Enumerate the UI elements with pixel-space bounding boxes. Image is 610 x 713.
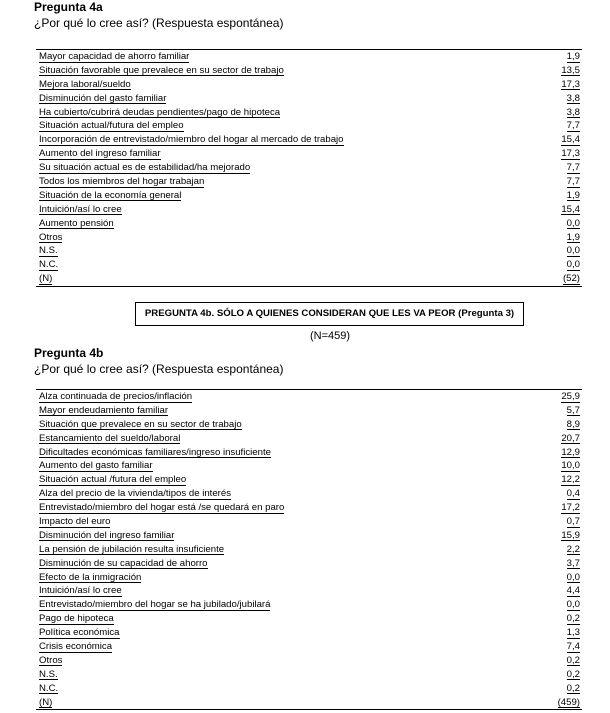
row-label: Mayor endeudamiento familiar [39, 404, 169, 416]
table-row [36, 612, 582, 626]
table-row [36, 696, 582, 710]
table-row [36, 515, 582, 529]
table-row [36, 571, 582, 585]
row-value: 0,4 [566, 488, 580, 500]
row-value: 7,4 [566, 641, 580, 653]
row-label: N.S. [39, 668, 58, 680]
row-value: 13,5 [561, 64, 580, 76]
row-label: Aumento pensión [39, 217, 114, 229]
row-value: 7,7 [566, 120, 580, 132]
row-value: 0,2 [566, 682, 580, 694]
row-value: 1,9 [566, 189, 580, 201]
table-row [36, 390, 582, 404]
table-row [36, 106, 582, 120]
section-a-title: Pregunta 4a [34, 0, 103, 14]
table-row [36, 258, 582, 272]
row-value: 25,9 [561, 391, 580, 402]
table-row [36, 272, 582, 286]
row-label: Entrevistado/miembro del hogar se ha jubilado/jubilará [39, 599, 271, 611]
section-b-title: Pregunta 4b [34, 346, 104, 360]
table-row [36, 543, 582, 557]
table-row [36, 473, 582, 487]
table-row [36, 598, 582, 612]
row-value: 5,7 [566, 404, 580, 416]
row-value: 17,2 [561, 502, 580, 514]
row-label: Todos los miembros del hogar trabajan [39, 176, 205, 188]
row-value: 8,9 [566, 418, 580, 430]
table-row [36, 50, 582, 64]
table-row [36, 203, 582, 217]
section-a-table [36, 49, 582, 287]
row-value: (459) [557, 696, 580, 708]
row-value: 10,0 [561, 460, 580, 472]
row-label: N.C. [39, 259, 59, 271]
row-value: 2,2 [566, 543, 580, 555]
row-label: (N) [39, 273, 53, 285]
row-value: 0,0 [566, 571, 580, 583]
row-value: 4,4 [566, 585, 580, 597]
table-row [36, 133, 582, 147]
row-value: 1,9 [566, 231, 580, 243]
row-label: Situación que prevalece en su sector de trabajo [39, 418, 242, 430]
row-value: 3,8 [566, 92, 580, 104]
table-row [36, 668, 582, 682]
table-row [36, 446, 582, 460]
table-row [36, 654, 582, 668]
row-value: 3,7 [566, 557, 580, 569]
row-label: Situación favorable que prevalece en su sector de trabajo [39, 64, 284, 76]
row-label: Mayor capacidad de ahorro familiar [39, 51, 190, 62]
row-value: 0,2 [566, 613, 580, 625]
row-value: 0,2 [566, 654, 580, 666]
table-row [36, 626, 582, 640]
row-label: Aumento del gasto familiar [39, 460, 153, 472]
row-label: Pago de hipoteca [39, 613, 114, 625]
table-row [36, 64, 582, 78]
row-label: Situación actual/futura del empleo [39, 120, 184, 132]
row-label: La pensión de jubilación resulta insuficiente [39, 543, 225, 555]
row-value: 1,3 [566, 627, 580, 639]
row-value: 15,4 [561, 134, 580, 146]
row-value: 0,7 [566, 516, 580, 528]
row-label: Alza del precio de la vivienda/tipos de interés [39, 488, 231, 500]
table-row [36, 487, 582, 501]
row-value: 15,4 [561, 203, 580, 215]
row-value: 17,3 [561, 78, 580, 90]
section-b-subtitle: ¿Por qué lo cree así? (Respuesta espontánea) [34, 362, 284, 376]
row-label: Disminución del gasto familiar [39, 92, 167, 104]
row-value: 20,7 [561, 432, 580, 444]
row-value: 0,0 [566, 245, 580, 257]
row-label: Impacto del euro [39, 516, 111, 528]
row-label: (N) [39, 696, 53, 708]
row-label: Disminución de su capacidad de ahorro [39, 557, 208, 569]
table-row [36, 175, 582, 189]
row-value: 0,2 [566, 668, 580, 680]
table-row [36, 640, 582, 654]
row-value: 12,9 [561, 446, 580, 458]
row-label: Situación actual /futura del empleo [39, 474, 187, 486]
row-value: 15,9 [561, 529, 580, 541]
row-label: Dificultades económicas familiares/ingreso insuficiente [39, 446, 271, 458]
table-row [36, 557, 582, 571]
table-row [36, 189, 582, 203]
row-label: N.S. [39, 245, 58, 257]
row-label: Estancamiento del sueldo/laboral [39, 432, 181, 444]
row-value: 7,7 [566, 162, 580, 174]
table-row [36, 244, 582, 258]
row-label: Incorporación de entrevistado/miembro del hogar al mercado de trabajo [39, 134, 344, 146]
table-row [36, 682, 582, 696]
row-value: 12,2 [561, 474, 580, 486]
filter-n: (N=459) [309, 330, 351, 342]
row-label: Situación de la economía general [39, 189, 182, 201]
row-value: 3,8 [566, 106, 580, 118]
filter-box: PREGUNTA 4b. SÓLO A QUIENES CONSIDERAN QUE LES VA PEOR (Pregunta 3) [135, 302, 524, 326]
table-row [36, 584, 582, 598]
row-value: 0,0 [566, 599, 580, 611]
table-row [36, 78, 582, 92]
row-label: Aumento del ingreso familiar [39, 148, 161, 160]
row-label: Entrevistado/miembro del hogar está /se quedará en paro [39, 502, 285, 514]
table-row [36, 432, 582, 446]
table-row [36, 147, 582, 161]
table-row [36, 231, 582, 245]
section-a-subtitle: ¿Por qué lo cree así? (Respuesta espontánea) [34, 16, 284, 30]
section-b-table [36, 389, 582, 710]
table-row [36, 418, 582, 432]
row-label: Mejora laboral/sueldo [39, 78, 131, 90]
table-row [36, 529, 582, 543]
row-value: 7,7 [566, 176, 580, 188]
row-label: Efecto de la inmigración [39, 571, 142, 583]
row-label: Política económica [39, 627, 120, 639]
row-value: 1,9 [566, 51, 580, 62]
table-row [36, 404, 582, 418]
row-value: 17,3 [561, 148, 580, 160]
row-value: (52) [562, 273, 580, 285]
row-label: Otros [39, 231, 63, 243]
table-row [36, 501, 582, 515]
table-row [36, 92, 582, 106]
row-value: 0,0 [566, 217, 580, 229]
row-label: Crisis económica [39, 641, 113, 653]
row-value: 0,0 [566, 259, 580, 271]
table-row [36, 161, 582, 175]
row-label: Disminución del ingreso familiar [39, 529, 175, 541]
row-label: Su situación actual es de estabilidad/ha mejorado [39, 162, 251, 174]
row-label: Intuición/así lo cree [39, 203, 122, 215]
row-label: Ha cubierto/cubrirá deudas pendientes/pago de hipoteca [39, 106, 281, 118]
table-row [36, 217, 582, 231]
table-row [36, 119, 582, 133]
row-label: Otros [39, 654, 63, 666]
row-label: Alza continuada de precios/inflación [39, 391, 193, 402]
row-label: N.C. [39, 682, 59, 694]
row-label: Intuición/así lo cree [39, 585, 122, 597]
table-row [36, 459, 582, 473]
